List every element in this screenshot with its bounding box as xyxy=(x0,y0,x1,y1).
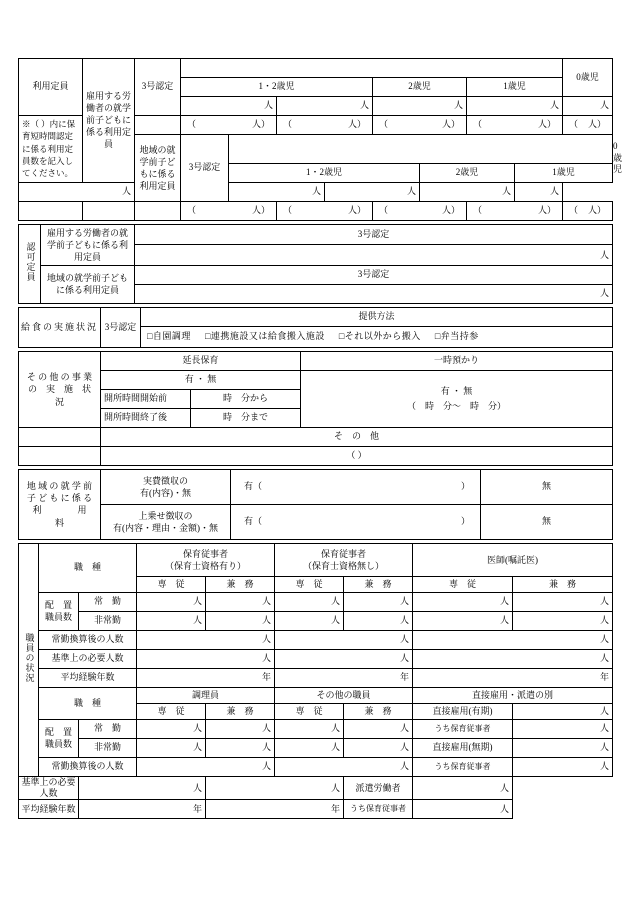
cell-bottom-hijoukin-5-senjuu[interactable]: 人 xyxy=(275,738,344,757)
kenmu-header-3: 兼 務 xyxy=(513,576,613,592)
chokusetsu-row-0-value[interactable]: 人 xyxy=(513,703,613,719)
ichiji-umu[interactable]: 有 ・ 無 xyxy=(440,385,473,396)
option-jien-chouri[interactable]: □自園調理 xyxy=(147,331,191,342)
cell-kijun-4[interactable]: 人 xyxy=(79,776,206,800)
uwanose-choushuu-no[interactable]: 無 xyxy=(481,504,613,539)
nintei-label-b: 3号認定 xyxy=(181,135,229,202)
joukin-kanzan-label-bottom: 常勤換算後の人数 xyxy=(39,757,137,776)
cell-bottom-joukin-4-senjuu[interactable]: 人 xyxy=(137,719,206,738)
cell-bottom-hijoukin-4-kenmu[interactable]: 人 xyxy=(206,738,275,757)
label-koyou-roudousha-teiin: 雇用する労働者の就学前子どもに係る利用定員 xyxy=(83,59,135,183)
ninka-row0-label: 雇用する労働者の就学前子どもに係る利用定員 xyxy=(41,224,135,265)
value-a-2-nin[interactable]: 人 xyxy=(373,97,467,116)
senjuu-header-2: 専 従 xyxy=(275,576,344,592)
ichiji-azukari-header: 一時預かり xyxy=(301,351,613,370)
chokusetsu-row-4-value[interactable]: 人 xyxy=(413,776,513,800)
value-a-paren-2[interactable]: （ 人） xyxy=(373,116,467,135)
senjuu-header-3: 専 従 xyxy=(413,576,513,592)
label-chiiki-riyouryou: 地 域 の 就 学 前 子 ど も に 係 る 利 用 料 xyxy=(19,469,101,539)
cell-top-joukin-1-senjuu[interactable]: 人 xyxy=(137,592,206,611)
ichiji-time[interactable]: （ 時 分～ 時 分） xyxy=(407,400,507,411)
enchou-umu[interactable]: 有 ・ 無 xyxy=(101,370,301,389)
chokusetsu-row-5-label: うち保育従事者 xyxy=(344,800,413,819)
haichi-shokuinsuu-label-bottom: 配 置 職員数 xyxy=(39,719,79,757)
jippi-choushuu-no[interactable]: 無 xyxy=(481,469,613,504)
label-shokuin-joukyou: 職員の状況 xyxy=(19,543,39,776)
uwanose-choushuu-label: 上乗せ徴収の 有(内容・理由・金額)・無 xyxy=(101,504,231,539)
kyuushoku-nintei: 3号認定 xyxy=(101,307,141,347)
age-group-a-0: 0歳児 xyxy=(563,59,613,97)
value-b-2-nin[interactable]: 人 xyxy=(325,182,420,201)
group-sonota-shokuin: その他の職員 xyxy=(275,687,413,703)
kijun-hitsuyou-label-bottom: 基準上の必要人数 xyxy=(19,776,79,800)
chokusetsu-row-2-value[interactable]: 人 xyxy=(513,738,613,757)
kenmu-header-2: 兼 務 xyxy=(344,576,413,592)
chokusetsu-row-1-label: うち保育従事者 xyxy=(413,719,513,738)
cell-kanzan-2[interactable]: 人 xyxy=(275,630,413,649)
cell-kijun-5[interactable]: 人 xyxy=(206,776,344,800)
cell-bottom-joukin-4-kenmu[interactable]: 人 xyxy=(206,719,275,738)
cell-bottom-hijoukin-4-senjuu[interactable]: 人 xyxy=(137,738,206,757)
senjuu-header-4: 専 従 xyxy=(137,703,206,719)
chokusetsu-row-0-label: 直接雇用(有期) xyxy=(413,703,513,719)
cell-kijun-2[interactable]: 人 xyxy=(275,649,413,668)
jippi-choushuu-label: 実費徴収の 有(内容)・無 xyxy=(101,469,231,504)
chokusetsu-row-1-value[interactable]: 人 xyxy=(513,719,613,738)
value-a-0-nin[interactable]: 人 xyxy=(563,97,613,116)
chokusetsu-row-5-value[interactable]: 人 xyxy=(413,800,513,819)
nintei-label-a2 xyxy=(135,116,181,135)
spacer-note-b xyxy=(19,201,83,220)
sonota-spacer2 xyxy=(19,446,101,465)
value-b-paren-1[interactable]: （ 人） xyxy=(467,201,563,220)
sonota-value[interactable]: （ ） xyxy=(101,446,613,465)
kenmu-header-4: 兼 務 xyxy=(206,703,275,719)
cell-bottom-joukin-5-senjuu[interactable]: 人 xyxy=(275,719,344,738)
cell-bottom-joukin-5-kenmu[interactable]: 人 xyxy=(344,719,413,738)
senjuu-header-5: 専 従 xyxy=(275,703,344,719)
kijun-hitsuyou-label: 基準上の必要人数 xyxy=(39,649,137,668)
haichi-shokuinsuu-label-top: 配 置 職員数 xyxy=(39,592,79,630)
value-b-paren-0[interactable]: （ 人） xyxy=(563,201,613,220)
age-group-a-2-label: 2歳児 xyxy=(373,78,467,97)
ninka-row0-value[interactable]: 人 xyxy=(135,245,613,266)
cell-top-hijoukin-2-kenmu[interactable]: 人 xyxy=(344,611,413,630)
option-bentou-jisan[interactable]: □弁当持参 xyxy=(434,331,479,342)
cell-keiken-3[interactable]: 年 xyxy=(413,668,613,687)
sonota-spacer xyxy=(19,427,101,446)
kaisho-shuuryou-value[interactable]: 時 分まで xyxy=(191,408,301,427)
value-a-1-nin[interactable]: 人 xyxy=(467,97,563,116)
table-kyuushoku xyxy=(18,307,613,348)
cell-top-joukin-3-senjuu[interactable]: 人 xyxy=(413,592,513,611)
value-b-paren-12[interactable]: （ 人） xyxy=(181,201,277,220)
ninka-row0-nintei: 3号認定 xyxy=(135,224,613,245)
option-renkei-shisetsu[interactable]: □連携施設又は給食搬入施設 xyxy=(204,331,325,342)
age-group-a-12 xyxy=(181,59,563,78)
cell-keiken-2[interactable]: 年 xyxy=(275,668,413,687)
cell-kijun-1[interactable]: 人 xyxy=(137,649,275,668)
ninka-row1-label: 地域の就学前子どもに係る利用定員 xyxy=(41,265,135,303)
group-chouriin: 調理員 xyxy=(137,687,275,703)
kyuushoku-options[interactable] xyxy=(141,326,613,347)
cell-keiken-1[interactable]: 年 xyxy=(137,668,275,687)
heikin-keiken-label-top: 平均経験年数 xyxy=(39,668,137,687)
joukin-label-top: 常 勤 xyxy=(79,592,137,611)
note-hoiku-tanjikan: ※（ ）内に保育短時間認定に係る利用定員数を記入してください。 xyxy=(19,116,83,183)
value-b-0-nin[interactable]: 人 xyxy=(515,182,563,201)
nintei-label-a: 3号認定 xyxy=(135,59,181,116)
cell-top-hijoukin-3-kenmu[interactable]: 人 xyxy=(513,611,613,630)
shokushu-header-bottom: 職 種 xyxy=(39,687,137,719)
age-group-b-2-label: 2歳児 xyxy=(420,163,515,182)
label-kyuushoku: 給食の実施状況 xyxy=(19,307,101,347)
chokusetsu-row-4-label: 派遣労働者 xyxy=(344,776,413,800)
joukin-label-bottom: 常 勤 xyxy=(79,719,137,738)
table-sonota-jigyou xyxy=(18,351,613,466)
cell-bottom-hijoukin-5-kenmu[interactable]: 人 xyxy=(344,738,413,757)
age-group-b-12-label: 1・2歳児 xyxy=(229,163,420,182)
value-b-paren-2[interactable]: （ 人） xyxy=(373,201,467,220)
age-group-a-1-label: 1歳児 xyxy=(467,78,563,97)
value-a-12-nin[interactable]: 人 xyxy=(181,97,277,116)
cell-top-joukin-3-kenmu[interactable]: 人 xyxy=(513,592,613,611)
cell-kanzan-1[interactable]: 人 xyxy=(137,630,275,649)
value-a-paren-12b[interactable]: （ 人） xyxy=(277,116,373,135)
joukin-kanzan-label: 常勤換算後の人数 xyxy=(39,630,137,649)
hijoukin-label-bottom: 非常勤 xyxy=(79,738,137,757)
cell-top-hijoukin-1-senjuu[interactable]: 人 xyxy=(137,611,206,630)
group-hoiku-shikaku-nashi: 保育従事者 （保育士資格無し） xyxy=(275,543,413,576)
spacer-b xyxy=(83,201,135,220)
cell-top-hijoukin-3-senjuu[interactable]: 人 xyxy=(413,611,513,630)
chokusetsu-row-3-label: うち保育従事者 xyxy=(413,757,513,776)
kaisho-kaishi-label: 開所時間開始前 xyxy=(101,389,191,408)
ninka-row1-nintei: 3号認定 xyxy=(135,265,613,284)
cell-keiken-5[interactable]: 年 xyxy=(206,800,344,819)
label-riyou-teiin: 利用定員 xyxy=(19,59,83,116)
cell-top-joukin-2-senjuu[interactable]: 人 xyxy=(275,592,344,611)
value-a-12b-nin[interactable]: 人 xyxy=(277,97,373,116)
kyuushoku-teikyou-header: 提供方法 xyxy=(141,307,613,326)
table-riyou-teiin: 利用定員 雇用する労働者の就学前子どもに係る利用定員 3号認定 0歳児 1・2歳児 2歳児 1歳児 人 人 人 人 人 ※（ ）内に保育短時間認定に係る利用定員数を記入してください。 （ 人） （ 人） （ 人） （ 人） （ 人） 地域の就学前子どもに係る利用定員 3号認定 0歳児 1・2歳児 2歳児 1歳児 人 人 人 人 人 （ 人） （ 人） （ 人） （ 人） （ 人） xyxy=(18,58,613,221)
cell-kanzan-3[interactable]: 人 xyxy=(413,630,613,649)
cell-kanzan-4[interactable]: 人 xyxy=(137,757,275,776)
label-chiiki-teiin: 地域の就学前子どもに係る利用定員 xyxy=(135,135,181,202)
cell-top-hijoukin-2-senjuu[interactable]: 人 xyxy=(275,611,344,630)
value-a-paren-0[interactable]: （ 人） xyxy=(563,116,613,135)
value-b-12-nin[interactable]: 人 xyxy=(19,182,135,201)
cell-top-joukin-1-kenmu[interactable]: 人 xyxy=(206,592,275,611)
chokusetsu-row-2-label: 直接雇用(無期) xyxy=(413,738,513,757)
table-chiiki-riyouryou xyxy=(18,469,613,540)
value-b-12b-nin[interactable]: 人 xyxy=(229,182,325,201)
cell-kanzan-5[interactable]: 人 xyxy=(275,757,413,776)
table-ninka-teiin xyxy=(18,224,613,304)
value-b-paren-12b[interactable]: （ 人） xyxy=(277,201,373,220)
cell-keiken-4[interactable]: 年 xyxy=(79,800,206,819)
table-shokuin-joukyou xyxy=(18,543,613,820)
group-ishi: 医師(嘱託医) xyxy=(413,543,613,576)
kaisho-shuuryou-label: 開所時間終了後 xyxy=(101,408,191,427)
kaisho-kaishi-value[interactable]: 時 分から xyxy=(191,389,301,408)
age-group-b-1-label: 1歳児 xyxy=(515,163,613,182)
kenmu-header-1: 兼 務 xyxy=(206,576,275,592)
cell-top-joukin-2-kenmu[interactable]: 人 xyxy=(344,592,413,611)
label-ninka-teiin: 認可定員 xyxy=(19,224,41,303)
age-group-b-top xyxy=(229,135,613,164)
chokusetsu-row-3-value[interactable]: 人 xyxy=(513,757,613,776)
ichiji-detail[interactable] xyxy=(301,370,613,427)
kenmu-header-5: 兼 務 xyxy=(344,703,413,719)
option-soreigai-hannyuu[interactable]: □それ以外から搬入 xyxy=(338,331,421,342)
hijoukin-label-top: 非常勤 xyxy=(79,611,137,630)
ninka-row1-value[interactable]: 人 xyxy=(135,284,613,303)
value-a-paren-1[interactable]: （ 人） xyxy=(467,116,563,135)
senjuu-header-1: 専 従 xyxy=(137,576,206,592)
jippi-choushuu-yes[interactable]: 有（ ） xyxy=(231,469,481,504)
value-b-1-nin[interactable]: 人 xyxy=(420,182,515,201)
nintei-label-b2 xyxy=(135,201,181,220)
group-chokusetsu-haken: 直接雇用・派遣の別 xyxy=(413,687,613,703)
uwanose-choushuu-yes[interactable]: 有（ ） xyxy=(231,504,481,539)
label-sonota-jigyou: そ の 他 の 事 業 の 実 施 状 況 xyxy=(19,351,101,427)
group-hoiku-shikaku-ari: 保育従事者 （保育士資格有り） xyxy=(137,543,275,576)
cell-kijun-3[interactable]: 人 xyxy=(413,649,613,668)
enchou-hoiku-header: 延長保育 xyxy=(101,351,301,370)
cell-top-hijoukin-1-kenmu[interactable]: 人 xyxy=(206,611,275,630)
shokushu-header-top: 職 種 xyxy=(39,543,137,592)
heikin-keiken-label-bottom: 平均経験年数 xyxy=(19,800,79,819)
age-group-a-12-label: 1・2歳児 xyxy=(181,78,373,97)
value-a-paren-12[interactable]: （ 人） xyxy=(181,116,277,135)
sonota-label: そ の 他 xyxy=(101,427,613,446)
